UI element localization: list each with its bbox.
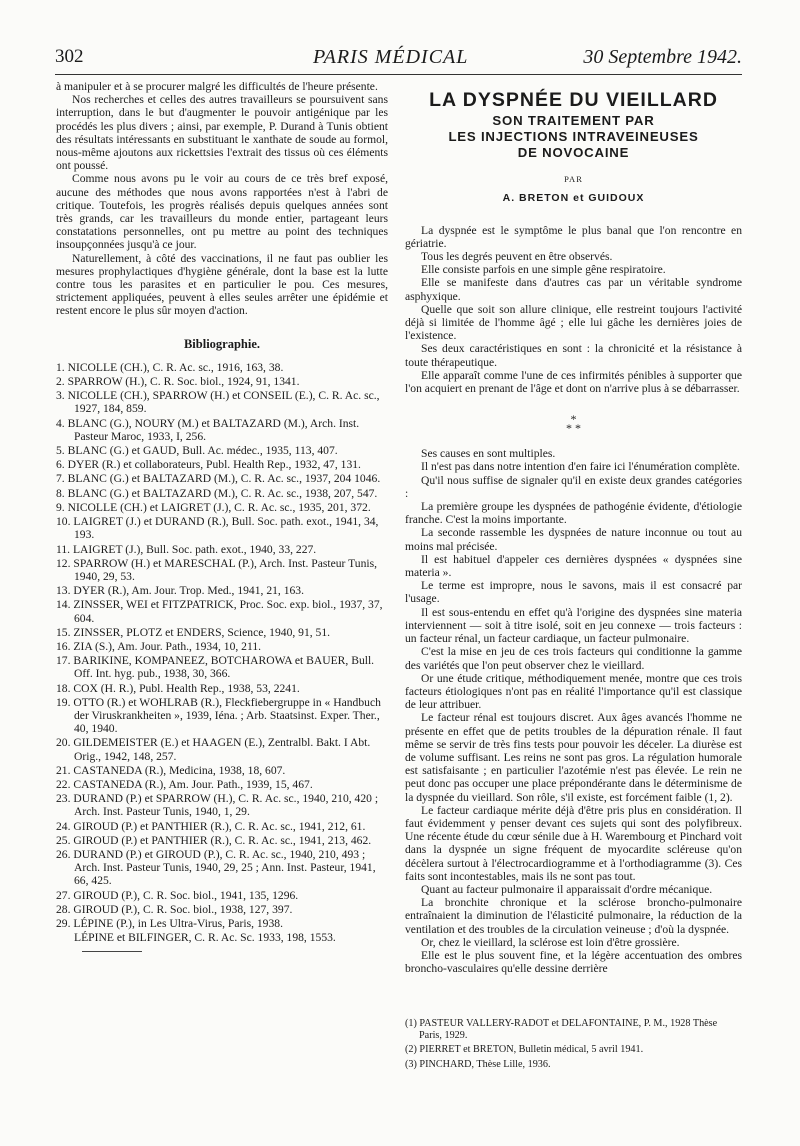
paragraph: Elle est le plus souvent fine, et la légère accentuation des ombres broncho-vasculaires qu'elle dessine derrière (405, 948, 742, 976)
reference-item: 21. CASTANEDA (R.), Medicina, 1938, 18, 607. (56, 763, 286, 777)
reference-item: 14. ZINSSER, WEI et FITZPATRICK, Proc. Soc. exp. biol., 1937, 37, 604. (56, 598, 383, 625)
reference-item: 17. BARIKINE, KOMPANEEZ, BOTCHAROWA et BAUER, Bull. Off. Int. hyg. pub., 1938, 30, 366. (56, 654, 375, 681)
article-subtitle (405, 113, 742, 161)
paragraph: La dyspnée est le symptôme le plus banal que l'on rencontre en gériatrie. (405, 223, 742, 250)
footnotes (405, 1018, 742, 1073)
paragraph: Quelle que soit son allure clinique, elle restreint toujours l'activité déjà si limitée de l'homme âgé ; elle lui gâche les dernières joies de l'existence. (405, 302, 742, 343)
subtitle-line: SON TRAITEMENT PAR (492, 113, 655, 129)
paragraph: Le terme est impropre, nous le savons, mais il est consacré par l'usage. (405, 579, 742, 606)
reference-item: 29. LÉPINE (P.), in Les Ultra-Virus, Paris, 1938. (56, 916, 283, 930)
page-number: 302 (55, 46, 84, 67)
reference-item: 2. SPARROW (H.), C. R. Soc. biol., 1924, 91, 1341. (56, 375, 300, 389)
subtitle-line: DE NOVOCAINE (517, 145, 630, 161)
reference-item: 4. BLANC (G.), NOURY (M.) et BALTAZARD (M.), Arch. Inst. Pasteur Maroc, 1933, I, 256. (56, 416, 360, 443)
end-rule (82, 951, 142, 952)
paragraph: Comme nous avons pu le voir au cours de ce très bref exposé, aucune des méthodes que nous avons rapportées n'est à l'abri de critique. Toutefois, les progrès réalisés depuis quelques années sont très grands, car les travailleurs du monde entier, partageant leurs constatations personnelles, ont pu mettre au point des techniques insoupçonnées jusqu'à ce jour. (56, 172, 388, 252)
reference-item: 5. BLANC (G.) et GAUD, Bull. Ac. médec., 1935, 113, 407. (56, 444, 338, 458)
reference-list (56, 361, 388, 958)
reference-item: 8. BLANC (G.) et BALTAZARD (M.), C. R. Ac. sc., 1938, 207, 547. (56, 486, 378, 500)
paragraph: Naturellement, à côté des vaccinations, il ne faut pas oublier les mesures prophylactiques d'hygiène générale, dont la base est la lutte contre tous les parasites et en particulier le pou. Ces mesures, strictement appliquées, peuvent à elles seules arrêter une épidémie et restent encore le plus sûr moyen d'action. (56, 251, 388, 318)
paragraph: La première groupe les dyspnées de pathogénie évidente, d'étiologie franche. C'est la moins importante. (405, 500, 742, 527)
paragraph: C'est la mise en jeu de ces trois facteurs qui conditionne la gamme des variétés que l'on peut observer chez le vieillard. (405, 645, 742, 672)
section-separator (405, 412, 742, 436)
paragraph: Il n'est pas dans notre intention d'en faire ici l'énumération complète. (421, 460, 740, 474)
reference-item: 6. DYER (R.) et collaborateurs, Publ. Health Rep., 1932, 47, 131. (56, 458, 361, 472)
reference-item: 23. DURAND (P.) et SPARROW (H.), C. R. Ac. sc., 1940, 210, 420 ; Arch. Inst. Pasteur Tunis, 1940, 1, 29. (56, 792, 379, 819)
reference-item: 10. LAIGRET (J.) et DURAND (R.), Bull. Soc. path. exot., 1941, 34, 193. (56, 515, 379, 542)
paragraph: La bronchite chronique et la sclérose broncho-pulmonaire entraînaient la diminution de l'élasticité pulmonaire, la réduction de la ventilation et des troubles de la circulation veineuse ; d'où la dyspnée. (405, 896, 742, 936)
reference-item: 1. NICOLLE (CH.), C. R. Ac. sc., 1916, 163, 38. (56, 360, 284, 374)
reference-item: 13. DYER (R.), Am. Jour. Trop. Med., 1941, 21, 163. (56, 584, 304, 598)
reference-item: 16. ZIA (S.), Am. Jour. Path., 1934, 10, 211. (56, 639, 262, 653)
reference-item: 26. DURAND (P.) et GIROUD (P.), C. R. Ac. sc., 1940, 210, 493 ; Arch. Inst. Pasteur Tunis, 1940, 29, 25 ; Ann. Inst. Pasteur, 1941, 66, 425. (56, 847, 376, 888)
separator-star: * (570, 412, 577, 427)
paragraph: Quant au facteur pulmonaire il apparaissait d'ordre mécanique. (421, 882, 713, 896)
bibliography-heading: Bibliographie. (183, 336, 261, 351)
paragraph: Ses deux caractéristiques en sont : la chronicité et la résistance à toute thérapeutique. (405, 342, 742, 369)
reference-item: 3. NICOLLE (CH.), SPARROW (H.) et CONSEIL (E.), C. R. Ac. sc., 1927, 184, 859. (56, 389, 380, 416)
reference-item: 7. BLANC (G.) et BALTAZARD (M.), C. R. Ac. sc., 1937, 204 1046. (56, 472, 381, 486)
reference-item: 22. CASTANEDA (R.), Am. Jour. Path., 1939, 15, 467. (56, 777, 313, 791)
paragraph: Ses causes en sont multiples. (421, 447, 556, 461)
running-header (55, 44, 742, 75)
reference-item: 27. GIROUD (P.), C. R. Soc. biol., 1941, 135, 1296. (56, 888, 299, 902)
separator-star: * * (566, 421, 581, 436)
reference-item: 9. NICOLLE (CH.) et LAIGRET (J.), C. R. Ac. sc., 1935, 201, 372. (56, 500, 371, 514)
reference-item: 25. GIROUD (P.) et PANTHIER (R.), C. R. Ac. sc., 1941, 213, 462. (56, 833, 372, 847)
paragraph: Il est sous-entendu en effet qu'à l'origine des dyspnées sine materia interviennent — soit à titre isolé, soit en jeu connexe — trois facteurs : un facteur rénal, un facteur cardiaque, un facteur pulmonaire. (405, 605, 742, 646)
paragraph: Tous les degrés peuvent en être observés. (421, 250, 613, 264)
paragraph: Elle apparaît comme l'une de ces infirmités pénibles à supporter que l'on acquiert en prenant de l'âge et dont on n'arrive plus à se débarrasser. (405, 368, 742, 396)
paragraph: Il est habituel d'appeler ces dernières dyspnées « dyspnées sine materia ». (405, 552, 742, 580)
paragraph: à manipuler et à se procurer malgré les difficultés de l'heure présente. (56, 80, 378, 93)
paragraph: Le facteur rénal est toujours discret. Aux âges avancés l'homme ne présente en effet que de petits troubles de la dépuration rénale. Il faut même se servir de très fins tests pour pouvoir les déceler. La diurèse est de volume suffisant. Les reins ne sont pas gros. La régulation humorale est satisfaisante ; en particulier l'azotémie n'est pas élevée. Le rein ne peut donc pas occuper une place prépondérante dans le déterminisme de la dyspnée du vieillard. Son rôle, s'il existe, est forcément faible (1, 2). (405, 711, 742, 804)
issue-date: 30 Septembre 1942. (583, 46, 742, 68)
reference-item: 20. GILDEMEISTER (E.) et HAAGEN (E.), Zentralbl. Bakt. I Abt. Orig., 1942, 148, 257. (56, 736, 371, 763)
paragraph: Or une étude critique, méthodiquement menée, montre que ces trois facteurs étiologiques n'ont pas en réalité l'importance qu'il est classique de leur attribuer. (405, 671, 742, 712)
reference-item: 18. COX (H. R.), Publ. Health Rep., 1938, 53, 2241. (56, 681, 300, 695)
reference-item: 15. ZINSSER, PLOTZ et ENDERS, Science, 1940, 91, 51. (56, 625, 331, 639)
reference-item: 24. GIROUD (P.) et PANTHIER (R.), C. R. Ac. sc., 1941, 212, 61. (56, 819, 366, 833)
left-column (56, 80, 388, 959)
paragraph: Nos recherches et celles des autres travailleurs se poursuivent sans interruption, dans le but d'augmenter le pouvoir antigénique par les procédés les plus divers ; ainsi, par exemple, P. Durand à Tunis obtient des résultats intéressants en substituant le xanthate de soude au formol, nous-même ajoutons aux rickettsies l'extrait des tissus où ces éléments ont poussé. (56, 93, 388, 173)
reference-item: 12. SPARROW (H.) et MARESCHAL (P.), Arch. Inst. Pasteur Tunis, 1940, 29, 53. (56, 556, 378, 583)
paragraph: Le facteur cardiaque mérite déjà d'être pris plus en considération. Il faut évidemment y penser devant ces sujets qui sont des polyfibreux. Une récente étude du cœur sénile due à H. Warembourg et Pinchard voit dans la dyspnée un signe fréquent de myocardite scléreuse qu'on décèlera surtout à l'électrocardiogramme et à l'orthodiagramme (3). Ces faits sont incontestables, mais ils ne sont pas tout. (405, 803, 742, 883)
paragraph: La seconde rassemble les dyspnées de nature inconnue ou tout au moins mal précisée. (405, 526, 742, 553)
subtitle-line: LES INJECTIONS INTRAVEINEUSES (448, 129, 699, 145)
article-authors: A. BRETON et GUIDOUX (502, 192, 645, 205)
paragraph: Elle se manifeste dans d'autres cas par un véritable syndrome asphyxique. (405, 276, 742, 303)
footnote: (3) PINCHARD, Thèse Lille, 1936. (405, 1058, 551, 1070)
footnote: (2) PIERRET et BRETON, Bulletin médical, 5 avril 1941. (405, 1044, 644, 1056)
reference-extra-text: LÉPINE et BILFINGER, C. R. Ac. Sc. 1933, 198, 1553. (74, 931, 336, 945)
reference-item: 11. LAIGRET (J.), Bull. Soc. path. exot., 1940, 33, 227. (56, 542, 317, 556)
footnote: (1) PASTEUR VALLERY-RADOT et DELAFONTAINE, P. M., 1928 Thèse Paris, 1929. (405, 1018, 718, 1042)
byline-par: PAR (564, 174, 583, 185)
journal-title: PARIS MÉDICAL (313, 46, 469, 68)
right-column (405, 80, 742, 975)
reference-item-continuation (56, 931, 388, 957)
article-title: LA DYSPNÉE DU VIEILLARD (429, 89, 718, 111)
reference-item: 19. OTTO (R.) et WOHLRAB (R.), Fleckfiebergruppe in « Handbuch der Viruskrankheiten », 1939, Iéna. ; Arb. Staatsinst. Exper. Ther., 40, 1940. (56, 695, 381, 736)
paragraph: Or, chez le vieillard, la sclérose est loin d'être grossière. (421, 935, 680, 949)
paragraph: Elle consiste parfois en une simple gêne respiratoire. (421, 263, 666, 277)
reference-item: 28. GIROUD (P.), C. R. Soc. biol., 1938, 127, 397. (56, 902, 293, 916)
paragraph: Qu'il nous suffise de signaler qu'il en existe deux grandes catégories : (405, 473, 742, 500)
